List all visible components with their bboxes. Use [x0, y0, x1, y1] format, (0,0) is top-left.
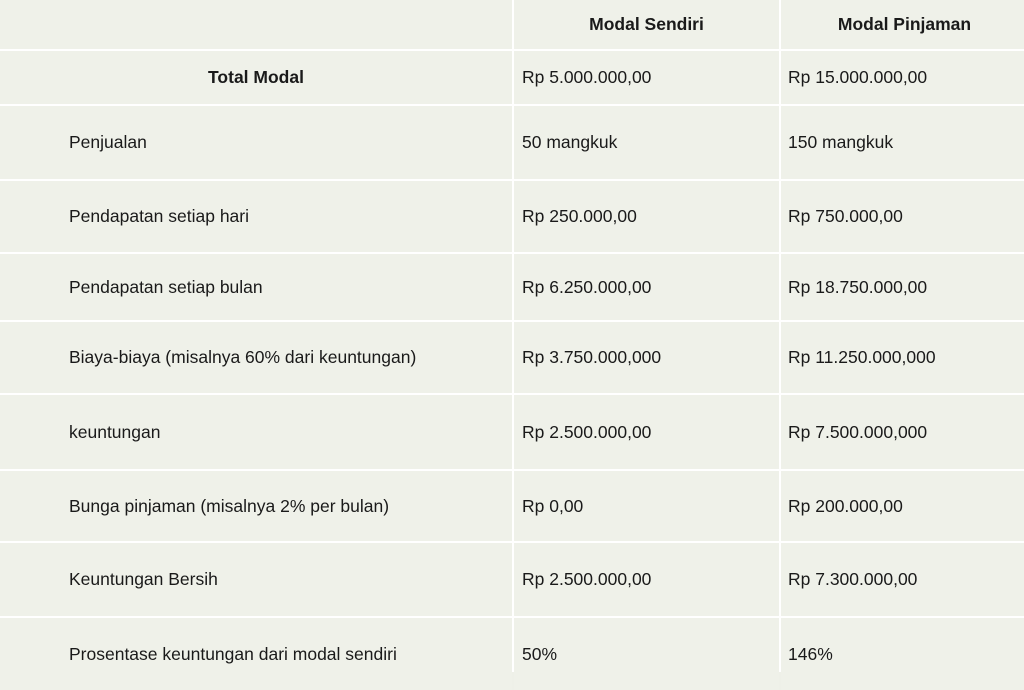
value-sendiri: Rp 5.000.000,00	[514, 51, 779, 104]
value-pinjaman: Rp 18.750.000,00	[781, 254, 1024, 320]
value-sendiri: Rp 3.750.000,000	[514, 322, 779, 393]
row-label: Bunga pinjaman (misalnya 2% per bulan)	[0, 471, 512, 541]
row-label: keuntungan	[0, 395, 512, 469]
value-pinjaman: Rp 11.250.000,000	[781, 322, 1024, 393]
header-modal-sendiri: Modal Sendiri	[514, 0, 779, 49]
value-sendiri: Rp 2.500.000,00	[514, 543, 779, 616]
value-pinjaman: Rp 7.300.000,00	[781, 543, 1024, 616]
row-label: Biaya-biaya (misalnya 60% dari keuntungan)	[0, 322, 512, 393]
value-sendiri: 50%	[514, 618, 779, 690]
value-pinjaman: 146%	[781, 618, 1024, 690]
row-label: Pendapatan setiap bulan	[0, 254, 512, 320]
value-sendiri: Rp 6.250.000,00	[514, 254, 779, 320]
row-label: Total Modal	[0, 51, 512, 104]
header-cell-empty	[0, 0, 512, 49]
value-pinjaman: 150 mangkuk	[781, 106, 1024, 179]
value-sendiri: Rp 250.000,00	[514, 181, 779, 252]
row-label: Pendapatan setiap hari	[0, 181, 512, 252]
row-label: Keuntungan Bersih	[0, 543, 512, 616]
value-sendiri: 50 mangkuk	[514, 106, 779, 179]
row-label: Penjualan	[0, 106, 512, 179]
row-label: Prosentase keuntungan dari modal sendiri	[0, 618, 512, 690]
value-sendiri: Rp 0,00	[514, 471, 779, 541]
value-pinjaman: Rp 200.000,00	[781, 471, 1024, 541]
header-modal-pinjaman: Modal Pinjaman	[781, 0, 1024, 49]
value-sendiri: Rp 2.500.000,00	[514, 395, 779, 469]
value-pinjaman: Rp 750.000,00	[781, 181, 1024, 252]
value-pinjaman: Rp 15.000.000,00	[781, 51, 1024, 104]
value-pinjaman: Rp 7.500.000,000	[781, 395, 1024, 469]
